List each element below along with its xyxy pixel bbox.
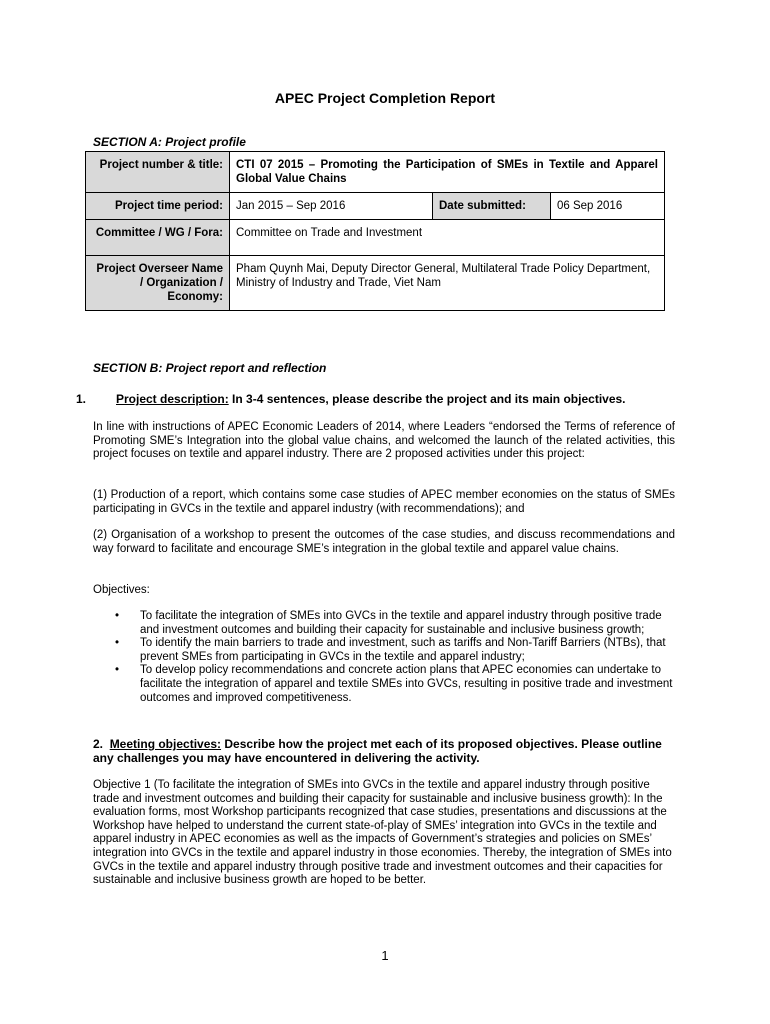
paragraph-activity-2: (2) Organisation of a workshop to present the outcomes of the case studies, and discuss recommendations and way forward to facilitate and encourage SME’s integration in the global textile and apparel value chains. <box>93 529 675 555</box>
table-row <box>86 256 665 311</box>
question-1-prompt: In 3-4 sentences, please describe the project and its main objectives. <box>228 392 626 406</box>
bullet-icon: • <box>115 637 120 650</box>
question-2-title: Meeting objectives: <box>109 737 222 751</box>
table-row <box>86 193 665 220</box>
question-2 <box>93 737 675 765</box>
objectives-list <box>115 610 675 705</box>
question-1 <box>76 392 676 406</box>
section-a-heading: SECTION A: Project profile <box>93 135 246 149</box>
question-1-title: Project description: <box>116 392 229 406</box>
question-2-number: 2. <box>93 737 104 751</box>
list-item: • To identify the main barriers to trade and investment, such as tariffs and Non-Tariff Barriers (NTBs), that prevent SMEs from participating in GVCs in the textile and apparel industry; <box>115 637 666 663</box>
bullet-icon: • <box>115 664 120 677</box>
paragraph-activity-1: (1) Production of a report, which contains some case studies of APEC member economies on the status of SMEs participating in GVCs in the textile and apparel industry (with recommendations); and <box>93 489 675 515</box>
time-period-value: Jan 2015 – Sep 2016 <box>230 193 433 220</box>
overseer-value: Pham Quynh Mai, Deputy Director General, Multilateral Trade Policy Department, Ministry of Industry and Trade, Viet Nam <box>230 256 665 311</box>
paragraph-objective-1: Objective 1 (To facilitate the integration of SMEs into GVCs in the textile and apparel industry through positive trade and investment outcomes and building their capacity for sustainable and inclusive business growth): In the evaluation forms, most Workshop participants recognized that case studies, presentations and discussions at the Workshop have helped to understand the current state-of-play of SMEs’ integration into GVCs in the textile and apparel industry in APEC economies as well as the impacts of Government’s strategies and policies on SMEs’ integration into GVCs in the textile and apparel industry in those economies. Thereby, the integration of SMEs into GVCs in the textile and apparel industry through positive trade and investment outcomes and their capacities for sustainable and inclusive business growth are hoped to be better. <box>93 779 672 887</box>
committee-label: Committee / WG / Fora: <box>86 220 230 256</box>
project-number-value: CTI 07 2015 – Promoting the Participation of SMEs in Textile and Apparel Global Value Chains <box>230 152 665 193</box>
date-submitted-value: 06 Sep 2016 <box>551 193 665 220</box>
project-number-label: Project number & title: <box>86 152 230 193</box>
project-profile-table <box>85 151 665 311</box>
committee-value: Committee on Trade and Investment <box>230 220 665 256</box>
question-1-number: 1. <box>76 392 87 406</box>
list-item: • To facilitate the integration of SMEs into GVCs in the textile and apparel industry through positive trade and investment outcomes and building their capacity for sustainable and inclusive business growth; <box>115 610 662 636</box>
section-b-heading: SECTION B: Project report and reflection <box>93 361 327 375</box>
page-number: 1 <box>381 948 389 963</box>
list-item: • To develop policy recommendations and concrete action plans that APEC economies can undertake to facilitate the integration of apparel and textile SMEs into GVCs, resulting in positive trade and investment outcomes and improved competitiveness. <box>115 664 673 704</box>
paragraph-intro: In line with instructions of APEC Economic Leaders of 2014, where Leaders “endorsed the Terms of reference of Promoting SME’s Integration into the global value chains, and welcomed the launch of the related activities, this project focuses on textile and apparel industry. There are 2 proposed activities under this project: <box>93 421 675 461</box>
time-period-label: Project time period: <box>86 193 230 220</box>
overseer-label: Project Overseer Name / Organization / Economy: <box>86 256 230 311</box>
date-submitted-label: Date submitted: <box>433 193 551 220</box>
table-row <box>86 220 665 256</box>
report-title: APEC Project Completion Report <box>274 90 496 106</box>
table-row <box>86 152 665 193</box>
bullet-icon: • <box>115 610 120 622</box>
objectives-label: Objectives: <box>93 584 150 596</box>
question-2-prompt: Describe how the project met each of its proposed objectives. Please outline any challenges you may have encountered in delivering the activity. <box>93 737 662 765</box>
